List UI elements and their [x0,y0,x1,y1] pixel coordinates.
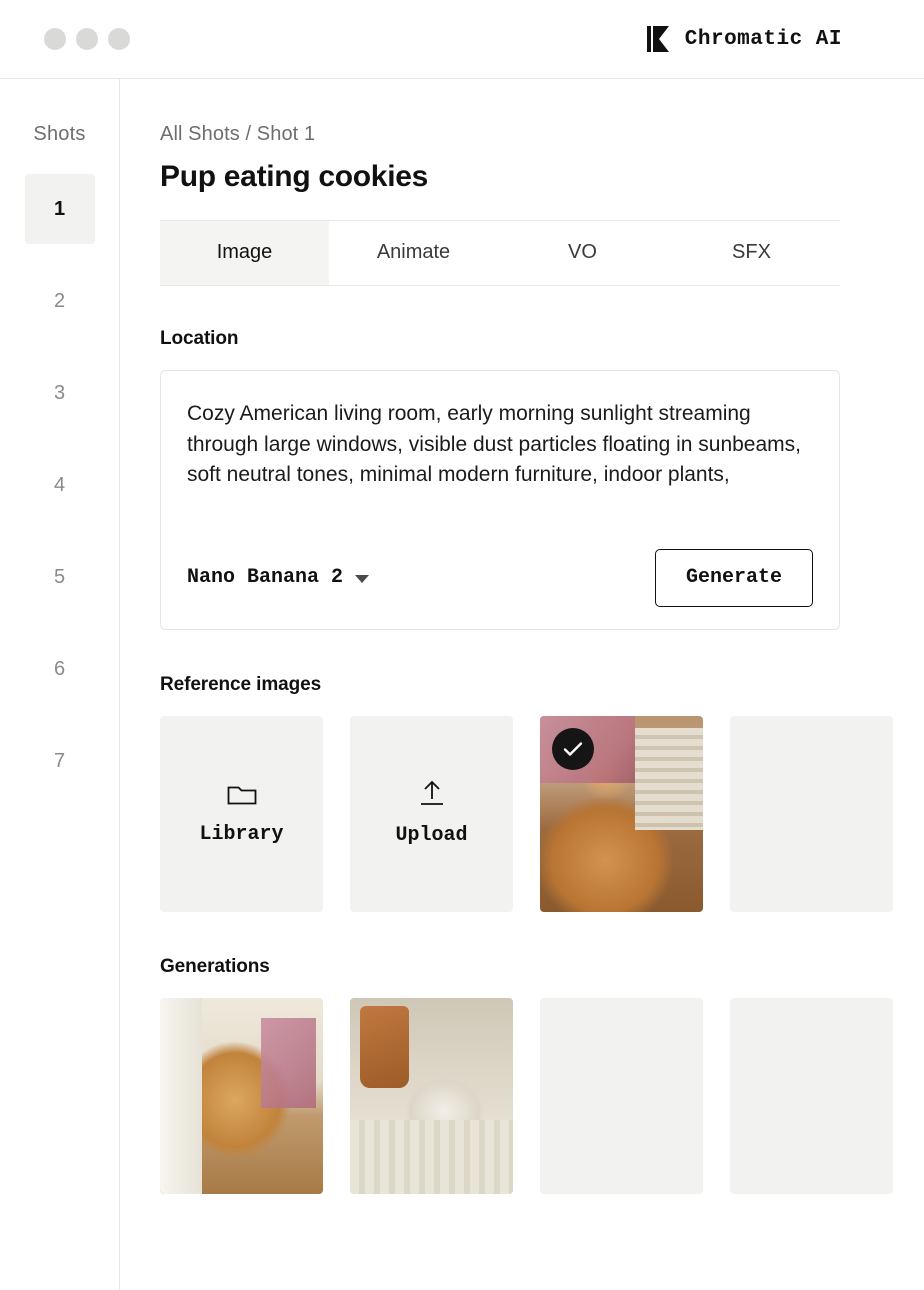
brand-name: Chromatic AI [684,27,842,51]
upload-icon [418,780,446,808]
reference-images-label: Reference images [160,673,322,695]
sidebar-item-shot-2[interactable]: 2 [53,289,66,312]
brand [647,26,842,52]
location-prompt-input[interactable]: Cozy American living room, early morning sunlight streaming through large windows, visible dust particles floating in sunbeams, soft neutral tones, minimal modern furniture, indoor plants, [187,402,807,487]
reference-empty-tile[interactable] [730,716,893,912]
sidebar-item-shot-3[interactable]: 3 [53,381,66,404]
sidebar-title: Shots [33,123,86,145]
reference-images-grid [160,716,840,912]
main-content [120,79,924,1290]
sidebar-item-shot-4[interactable]: 4 [53,473,66,496]
location-label: Location [160,328,239,349]
generations-label: Generations [160,955,270,977]
tab-sfx[interactable]: SFX [732,241,771,263]
reference-upload-label: Upload [395,824,468,848]
window-maximize-dot[interactable] [108,28,130,50]
window-minimize-dot[interactable] [76,28,98,50]
generation-tile-2[interactable] [350,998,513,1194]
breadcrumb[interactable]: All Shots / Shot 1 [160,123,316,145]
generation-photo-thumbnail [350,998,513,1194]
generation-empty-tile-3[interactable] [540,998,703,1194]
folder-icon [227,781,257,807]
tab-image[interactable]: Image [160,221,329,285]
reference-image-tile-selected[interactable] [540,716,703,912]
window-close-dot[interactable] [44,28,66,50]
generation-photo-thumbnail [160,998,323,1194]
reference-library-tile[interactable] [160,716,323,912]
reference-upload-tile[interactable] [350,716,513,912]
page-title: Pup eating cookies [160,160,428,193]
app-body [0,79,924,1290]
tab-vo[interactable]: VO [568,241,597,263]
sidebar-item-shot-5[interactable]: 5 [53,565,66,588]
window-controls[interactable] [44,28,130,50]
window-titlebar [0,0,924,79]
generations-grid [160,998,840,1194]
shots-sidebar [0,79,120,1290]
model-select-label: Nano Banana 2 [187,566,344,590]
generate-button[interactable]: Generate [655,549,813,607]
prompt-footer [187,549,813,607]
location-prompt-card [160,370,840,630]
sidebar-item-shot-1[interactable]: 1 [25,174,95,244]
chevron-down-icon [355,575,369,583]
shot-tabs [160,220,840,286]
generation-empty-tile-4[interactable] [730,998,893,1194]
sidebar-item-shot-7[interactable]: 7 [53,749,66,772]
flag-mark-icon [647,26,669,52]
tab-animate[interactable]: Animate [376,241,451,263]
check-icon [552,728,594,770]
sidebar-item-shot-6[interactable]: 6 [53,657,66,680]
reference-library-label: Library [199,823,284,847]
model-select[interactable] [187,566,369,589]
generation-tile-1[interactable] [160,998,323,1194]
shot-list [0,174,119,818]
